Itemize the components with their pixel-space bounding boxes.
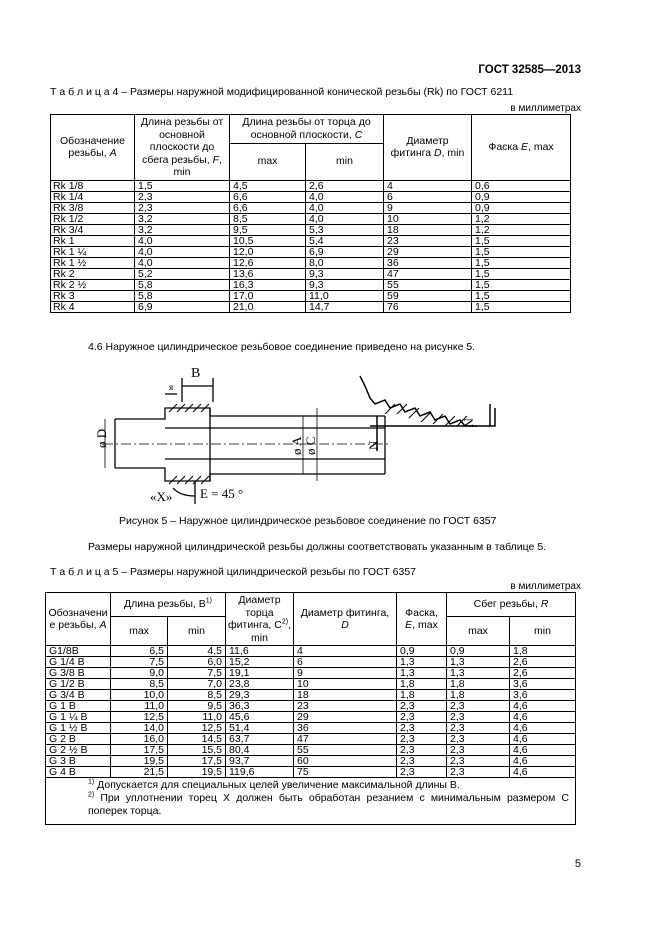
table-cell: Rk 2	[51, 268, 135, 279]
table-cell: 17,0	[230, 290, 306, 301]
table-cell: 2,3	[447, 701, 510, 712]
fig-label-a: ø A	[289, 436, 304, 455]
table-row	[46, 712, 576, 723]
table-cell: 17,5	[111, 745, 168, 756]
table-cell: 2,3	[135, 202, 230, 213]
table-cell: 21,0	[230, 301, 306, 312]
table-cell: 3,2	[135, 213, 230, 224]
fig-label-n-right: N	[461, 418, 476, 428]
table-cell: 2,3	[447, 712, 510, 723]
table-cell: 4,5	[230, 180, 306, 191]
fig-label-c: ø C	[303, 436, 318, 455]
table-cell: G 1 ¼ B	[46, 712, 111, 723]
page-number: 5	[574, 858, 581, 870]
table-cell: Rk 4	[51, 301, 135, 312]
table-cell: 45,6	[226, 712, 294, 723]
table-cell: 5,3	[306, 224, 384, 235]
table-cell: 9,5	[168, 701, 226, 712]
table-cell: 11,0	[168, 712, 226, 723]
table-row	[46, 690, 576, 701]
table-row	[46, 646, 576, 657]
fitting-outline-top	[115, 408, 173, 419]
footnote-1: $^{1)}$ Допускается для специальных целей увеличение максимальной длины B.	[88, 778, 460, 791]
table-cell: 3,6	[510, 690, 576, 701]
table-cell: 18	[294, 690, 397, 701]
table5	[45, 592, 576, 825]
t5-header-runout-min: min	[510, 616, 576, 645]
table-cell: G 3 B	[46, 756, 111, 767]
table-cell: 4,6	[510, 734, 576, 745]
table-cell: Rk 1/4	[51, 191, 135, 202]
table-cell: 16,3	[230, 279, 306, 290]
table-cell: 2,3	[447, 756, 510, 767]
fig-label-d: ø D	[94, 428, 109, 448]
table-row	[46, 745, 576, 756]
table-cell: 8,5	[111, 679, 168, 690]
table-cell: 2,3	[397, 701, 447, 712]
t4-header-from-end: Длина резьбы от торца до основной плоскости, C	[230, 115, 384, 144]
table-cell: 1,8	[447, 679, 510, 690]
fig-label-n-left: N	[366, 440, 381, 450]
table-cell: 19,1	[226, 668, 294, 679]
table-cell: 6	[294, 657, 397, 668]
table-cell: G 3/8 B	[46, 668, 111, 679]
table-cell: Rk 1/8	[51, 180, 135, 191]
t5-header-length-max: max	[111, 616, 168, 645]
table-cell: 2,6	[510, 657, 576, 668]
table-cell: 4	[294, 646, 397, 657]
table-row	[51, 180, 571, 191]
table-cell: 2,3	[397, 712, 447, 723]
table-cell: 2,3	[135, 191, 230, 202]
table-cell: 1,5	[472, 301, 571, 312]
table-cell: 1,3	[397, 668, 447, 679]
table-cell: 47	[384, 268, 472, 279]
table-cell: 11,0	[306, 290, 384, 301]
table-cell: 0,9	[447, 646, 510, 657]
table-cell: G1/8B	[46, 646, 111, 657]
table-cell: 4,6	[510, 767, 576, 778]
table5-units: в миллиметрах	[510, 581, 581, 592]
standard-number: ГОСТ 32585—2013	[478, 64, 581, 76]
table-cell: 6,5	[111, 646, 168, 657]
table-cell: 1,5	[135, 180, 230, 191]
table-cell: 6,6	[230, 191, 306, 202]
table-cell: 51,4	[226, 723, 294, 734]
table-cell: 119,6	[226, 767, 294, 778]
table-cell: 8,5	[168, 690, 226, 701]
table4	[50, 114, 571, 313]
table-row	[51, 268, 571, 279]
table-cell: 2,3	[447, 745, 510, 756]
table-cell: Rk 3/8	[51, 202, 135, 213]
table-cell: 29	[294, 712, 397, 723]
table-row	[46, 767, 576, 778]
table-cell: G 1 B	[46, 701, 111, 712]
table-cell: 75	[294, 767, 397, 778]
table-cell: 4,6	[510, 701, 576, 712]
table-cell: 80,4	[226, 745, 294, 756]
table-cell: 1,3	[397, 657, 447, 668]
table-cell: 4,6	[510, 712, 576, 723]
table-cell: 29,3	[226, 690, 294, 701]
table-cell: 1,5	[472, 268, 571, 279]
table-row	[51, 301, 571, 312]
table-cell: 4,0	[135, 246, 230, 257]
table-row	[46, 701, 576, 712]
table-row	[51, 279, 571, 290]
table-cell: 2,3	[447, 723, 510, 734]
table-cell: 7,5	[168, 668, 226, 679]
table-cell: 1,5	[472, 290, 571, 301]
table-cell: 9,3	[306, 268, 384, 279]
table-cell: 0,6	[472, 180, 571, 191]
table-row	[51, 191, 571, 202]
table-cell: 1,2	[472, 224, 571, 235]
table-row	[51, 213, 571, 224]
table-cell: 6,0	[168, 657, 226, 668]
t5-header-chamfer: Фаска, E, max	[397, 593, 447, 646]
table-cell: 36,3	[226, 701, 294, 712]
table-cell: 21,5	[111, 767, 168, 778]
table-cell: 4,6	[510, 723, 576, 734]
table-cell: 3,6	[510, 679, 576, 690]
fig-label-b: B	[191, 366, 201, 381]
table-cell: 2,3	[447, 734, 510, 745]
t4-header-designation: Обозначение резьбы, A	[51, 115, 135, 181]
table-cell: 29	[384, 246, 472, 257]
table-cell: G 1/4 B	[46, 657, 111, 668]
table-cell: 2,3	[447, 767, 510, 778]
table-cell: 2,3	[397, 723, 447, 734]
table-cell: 5,2	[135, 268, 230, 279]
fitting-outline-bottom	[115, 468, 177, 481]
t4-header-length: Длина резьбы от основной плоскости до сбега резьбы, F, min	[135, 115, 230, 181]
table-cell: G 1/2 B	[46, 679, 111, 690]
table-cell: 2,6	[306, 180, 384, 191]
table-cell: 9,3	[306, 279, 384, 290]
table-cell: 14,7	[306, 301, 384, 312]
paragraph-sizes: Размеры наружной цилиндрической резьбы должны соответствовать указанным в таблице 5.	[88, 541, 547, 553]
table-row	[46, 734, 576, 745]
table-cell: 0,9	[472, 202, 571, 213]
table-cell: Rk 2 ½	[51, 279, 135, 290]
table-cell: 10	[384, 213, 472, 224]
table-cell: Rk 3/4	[51, 224, 135, 235]
t4-header-max: max	[230, 143, 306, 180]
table-cell: 63,7	[226, 734, 294, 745]
table-cell: 8,0	[306, 257, 384, 268]
table-cell: Rk 3	[51, 290, 135, 301]
table-cell: 15,5	[168, 745, 226, 756]
table-row	[51, 290, 571, 301]
table-row	[46, 657, 576, 668]
table-cell: 2,3	[397, 745, 447, 756]
table-row	[46, 679, 576, 690]
table-cell: 76	[384, 301, 472, 312]
table-row	[51, 235, 571, 246]
table-cell: 13,6	[230, 268, 306, 279]
t5-header-designation: Обозначени е резьбы, A	[46, 593, 111, 646]
table-cell: 12,5	[168, 723, 226, 734]
table-row	[46, 668, 576, 679]
table-cell: 5,4	[306, 235, 384, 246]
table-cell: 1,3	[447, 657, 510, 668]
table-cell: 2,3	[397, 734, 447, 745]
table-cell: 4,6	[510, 745, 576, 756]
table-cell: 4,0	[135, 235, 230, 246]
table-cell: 18	[384, 224, 472, 235]
table5-footnotes	[46, 778, 576, 825]
table-cell: 12,0	[230, 246, 306, 257]
table-cell: 2,3	[397, 767, 447, 778]
table-cell: Rk 1 ½	[51, 257, 135, 268]
table-cell: G 3/4 B	[46, 690, 111, 701]
table-cell: 4	[384, 180, 472, 191]
table-row	[51, 224, 571, 235]
table-cell: 12,5	[111, 712, 168, 723]
table-cell: 6	[384, 191, 472, 202]
table-row	[46, 756, 576, 767]
t5-header-length: Длина резьбы, $B^{1)}$	[111, 593, 226, 617]
table-cell: 2,6	[510, 668, 576, 679]
table-cell: 4,0	[135, 257, 230, 268]
table-row	[46, 723, 576, 734]
table-cell: 1,5	[472, 235, 571, 246]
figure-5-drawing	[85, 356, 555, 506]
t4-header-chamfer: Фаска E, max	[472, 115, 571, 181]
table-cell: 36	[294, 723, 397, 734]
table-cell: G 4 B	[46, 767, 111, 778]
table-cell: 23	[294, 701, 397, 712]
table-cell: 4,0	[306, 213, 384, 224]
table-cell: 1,8	[397, 679, 447, 690]
table-cell: 4,5	[168, 646, 226, 657]
table-cell: 12,6	[230, 257, 306, 268]
table-cell: 1,5	[472, 246, 571, 257]
t5-header-length-min: min	[168, 616, 226, 645]
table-cell: 10,0	[111, 690, 168, 701]
table-row	[51, 202, 571, 213]
table-cell: G 2 B	[46, 734, 111, 745]
table-cell: 9,0	[111, 668, 168, 679]
table-cell: G 1 ½ B	[46, 723, 111, 734]
table-cell: Rk 1/2	[51, 213, 135, 224]
table-cell: 3,2	[135, 224, 230, 235]
table-cell: 4,0	[306, 191, 384, 202]
t5-header-runout: Сбег резьбы, R	[447, 593, 576, 617]
table-cell: Rk 1 ¼	[51, 246, 135, 257]
fig-label-a-small: я	[169, 382, 174, 392]
table-cell: 10	[294, 679, 397, 690]
table-row	[51, 257, 571, 268]
table-cell: 6,6	[230, 202, 306, 213]
table-cell: 1,5	[472, 257, 571, 268]
table-cell: 1,8	[397, 690, 447, 701]
table-cell: 16,0	[111, 734, 168, 745]
table-cell: 11,6	[226, 646, 294, 657]
table-cell: G 2 ½ B	[46, 745, 111, 756]
table-cell: 2,3	[397, 756, 447, 767]
table-cell: 17,5	[168, 756, 226, 767]
table-cell: 60	[294, 756, 397, 767]
table-cell: 15,2	[226, 657, 294, 668]
table-cell: 23	[384, 235, 472, 246]
figure-5-caption: Рисунок 5 – Наружное цилиндрическое резьбовое соединение по ГОСТ 6357	[119, 515, 497, 527]
table-cell: 1,5	[472, 279, 571, 290]
t4-header-diameter: Диаметр фитинга D, min	[384, 115, 472, 181]
t5-header-end-dia: Диаметр торца фитинга, $C^{2)}$, min	[226, 593, 294, 646]
table-cell: 9	[384, 202, 472, 213]
fig-label-x: «X»	[150, 489, 173, 504]
table-cell: 0,9	[472, 191, 571, 202]
fig-label-e: E = 45 °	[200, 486, 244, 501]
table-cell: 23,8	[226, 679, 294, 690]
table-cell: 7,0	[168, 679, 226, 690]
table-cell: 0,9	[397, 646, 447, 657]
table-cell: 1,3	[447, 668, 510, 679]
table-cell: 5,8	[135, 279, 230, 290]
table-cell: 9,5	[230, 224, 306, 235]
table-cell: 14,0	[111, 723, 168, 734]
table-cell: 55	[384, 279, 472, 290]
table-cell: 11,0	[111, 701, 168, 712]
table-cell: 4,0	[306, 202, 384, 213]
table-cell: 4,6	[510, 756, 576, 767]
table-cell: 6,9	[135, 301, 230, 312]
table-cell: 8,5	[230, 213, 306, 224]
table5-caption: Т а б л и ц а 5 – Размеры наружной цилиндрической резьбы по ГОСТ 6357	[50, 566, 417, 578]
footnote-2: $^{2)}$ При уплотнении торец X должен быть обработан резанием с минимальным размером С поперек торца.	[88, 791, 570, 817]
table-cell: 36	[384, 257, 472, 268]
table-cell: 55	[294, 745, 397, 756]
table-cell: 1,8	[510, 646, 576, 657]
t4-header-min: min	[306, 143, 384, 180]
table-cell: 7,5	[111, 657, 168, 668]
table-cell: Rk 1	[51, 235, 135, 246]
table-cell: 47	[294, 734, 397, 745]
table-cell: 1,8	[447, 690, 510, 701]
table-cell: 1,2	[472, 213, 571, 224]
table4-units: в миллиметрах	[510, 103, 581, 114]
table-cell: 19,5	[168, 767, 226, 778]
table-cell: 19,5	[111, 756, 168, 767]
t5-header-fitting-dia: Диаметр фитинга, D	[294, 593, 397, 646]
table-cell: 93,7	[226, 756, 294, 767]
table-cell: 5,8	[135, 290, 230, 301]
table-cell: 9	[294, 668, 397, 679]
table-cell: 14,5	[168, 734, 226, 745]
table4-caption: Т а б л и ц а 4 – Размеры наружной модифицированной конической резьбы (Rk) по ГОСТ 6211	[50, 86, 514, 98]
paragraph-4-6: 4.6 Наружное цилиндрическое резьбовое соединение приведено на рисунке 5.	[88, 341, 476, 353]
table-row	[51, 246, 571, 257]
t5-header-runout-max: max	[447, 616, 510, 645]
table-cell: 10,5	[230, 235, 306, 246]
table-cell: 59	[384, 290, 472, 301]
table-cell: 6,9	[306, 246, 384, 257]
